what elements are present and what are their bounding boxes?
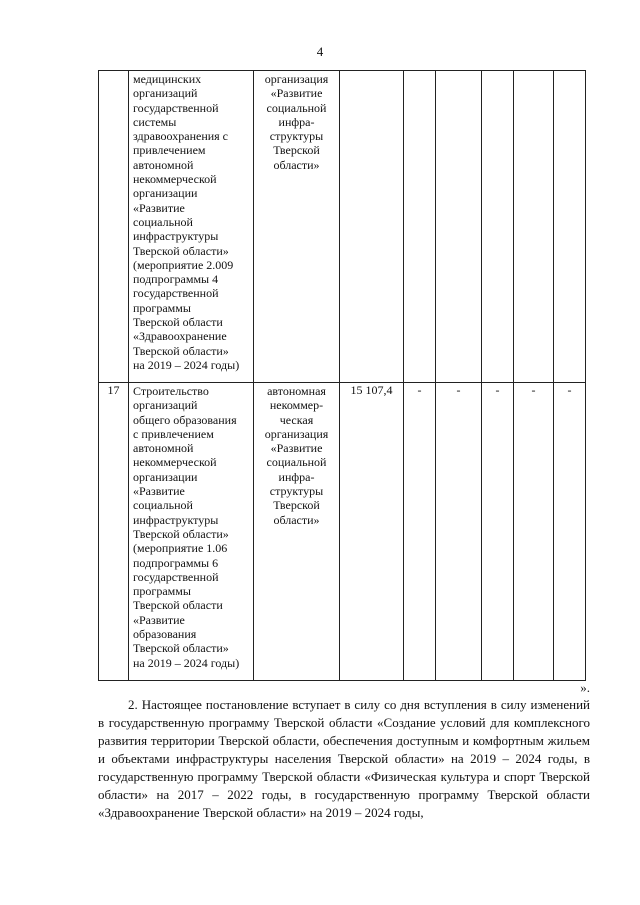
- value-cell: -: [482, 383, 514, 681]
- value-cell: [404, 71, 436, 383]
- measures-table: [98, 70, 586, 681]
- paragraph-text: 2. Настоящее постановление вступает в силу со дня вступления в силу изменений в государственную программу Тверской области «Создание условий для комплексного развития территории Тверской области, обеспечения доступным и комфортным жильем и объектами инфраструктуры населения Тверской области» на 2019 – 2024 годы, в государственную программу Тверской области «Физическая культура и спорт Тверской области» на 2017 – 2022 годы, в государственную программу Тверской области «Здравоохранение Тверской области» на 2019 – 2024 годы,: [98, 697, 590, 820]
- value-cell: [554, 71, 586, 383]
- row-number: 17: [99, 383, 129, 681]
- value-cell: [514, 71, 554, 383]
- measure-name: Строительство организаций общего образования с привлечением автономной некоммерческой организации «Развитие социальной инфраструктуры Тверской области» (мероприятие 1.06 подпрограммы 6 государственной программы Тверской области «Развитие образования Тверской области» на 2019 – 2024 годы): [129, 383, 254, 681]
- executor: организация «Развитие социальной инфра- структуры Тверской области»: [254, 71, 340, 383]
- page-number: 4: [316, 44, 324, 59]
- value-cell: -: [554, 383, 586, 681]
- row-number: [99, 71, 129, 383]
- value-cell: [340, 71, 404, 383]
- table-row: [99, 383, 586, 681]
- table-row: [99, 71, 586, 383]
- resolution-paragraph: [98, 696, 590, 822]
- value-cell: [482, 71, 514, 383]
- executor: автономная некоммер- ческая организация «Развитие социальной инфра- структуры Тверской области»: [254, 383, 340, 681]
- closing-quote: ».: [580, 680, 590, 695]
- measure-name: медицинских организаций государственной системы здравоохранения с привлечением автономной некоммерческой организации «Развитие социальной инфраструктуры Тверской области» (мероприятие 2.009 подпрограммы 4 государственной программы Тверской области «Здравоохранение Тверской области» на 2019 – 2024 годы): [129, 71, 254, 383]
- value-cell: 15 107,4: [340, 383, 404, 681]
- value-cell: [436, 71, 482, 383]
- value-cell: -: [514, 383, 554, 681]
- value-cell: -: [404, 383, 436, 681]
- value-cell: -: [436, 383, 482, 681]
